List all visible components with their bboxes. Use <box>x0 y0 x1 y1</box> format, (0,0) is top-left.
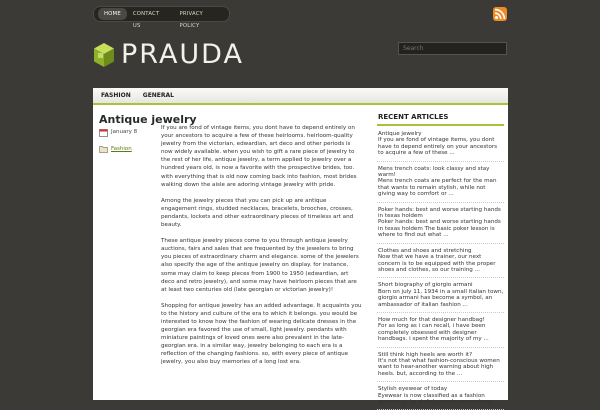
list-item <box>377 350 504 383</box>
post-date: January 8 <box>111 129 138 135</box>
post-content <box>161 124 363 375</box>
article-link[interactable]: Clothes and shoes and stretching Now that we have a trainer, our next concern is to be equipped with the proper shoes and clothes, so our training ... <box>378 247 496 273</box>
list-item <box>377 129 504 162</box>
post-paragraph: These antique jewelry pieces come to you through antique jewelry auctions, fairs and sales that are frequented by the jewelers to bring you pieces of extraordinary charm and elegance. some of the jewelers also specify the age of the antique jewelry on display. for instance, some may claim to keep pieces from 1900 to 1950 (edwardian, art deco and retro jewelry), and some may have heirloom pieces that are at least two centuries old (late georgian or victorian jewelry)! <box>161 238 359 293</box>
post-meta <box>99 127 157 161</box>
article-link[interactable]: Still think high heels are worth it? It's not that what fashion-conscious women want to hear-another warning about high heels. but, according to the ... <box>378 351 500 377</box>
post-paragraph: If you are fond of vintage items, you dont have to depend entirely on your ancestors to acquire a few of these heirlooms. heirloom-quality jewelry from the victorian, edwardian, art deco and other periods is now widely available. when you wish to gift a rare piece of jewelry to the rest of her life, antique jewelry, a term applied to jewelry over a hundred years old, is now a favorite with the prospective brides, too. with everything that is old now coming back into fashion, most brides walking down the aisle are adoring vintage jewelry with pride. <box>161 125 357 188</box>
recent-articles-title: RECENT ARTICLES <box>377 113 504 126</box>
post-paragraph: Among the jewelry pieces that you can pick up are antique engagement rings, studded necklaces, bracelets, brooches, crosses, pendants, lockets and other extraordinary pieces of timeless art and beauty. <box>161 197 354 229</box>
post-title[interactable]: Antique jewelry <box>99 113 197 126</box>
list-item <box>377 164 504 203</box>
site-logo[interactable] <box>93 39 244 70</box>
sidebar <box>373 107 508 405</box>
search-input[interactable] <box>398 42 507 55</box>
rss-icon[interactable] <box>493 7 507 21</box>
content-wrapper <box>93 88 508 405</box>
article-link[interactable]: Poker hands: best and worse starting hands in texas holdem Poker hands: best and worse starting hands in texas holdem The basic poker lesson is where to find out what ... <box>378 206 501 239</box>
list-item <box>377 315 504 348</box>
article-link[interactable]: Mens trench coats: look classy and stay warm! Mens trench coats are perfect for the man that wants to remain stylish, while not giving way to comfort or ... <box>378 165 497 198</box>
category-general[interactable]: GENERAL <box>142 92 174 99</box>
post-category-link[interactable]: Fashion <box>111 146 132 152</box>
post-paragraph: Shopping for antique jewelry has an added advantage. It acquaints you to the history and culture of the era to which it belongs. you would be interested to know how the fashion of wearing delicate dresses in the georgian era favored the use of small, light jewelry. pendants with miniature paintings of loved ones were also prevalent in the late-georgian era. in a similar way, jewelry belonging to each era is a reflection of the changing fashions. so, with every piece of antique jewelry, you also buy memories of a long lost era. <box>161 302 362 366</box>
calendar-icon <box>99 128 108 137</box>
nav-privacy-policy[interactable]: PRIVACY POLICY <box>179 11 203 29</box>
article-link[interactable]: Stylish eyewear of today Eyewear is now classified as a fashion accessory, by stylish people everywhere. <box>378 386 494 405</box>
article-link[interactable]: Antique jewelry If you are fond of vintage items, you dont have to depend entirely on your ancestors to acquire a few of these ... <box>378 131 498 157</box>
category-fashion[interactable]: FASHION <box>101 92 131 99</box>
list-item <box>377 384 504 410</box>
nav-contact-us[interactable]: CONTACT US <box>132 11 160 29</box>
list-item <box>377 246 504 279</box>
article-link[interactable]: How much for that designer handbag! For as long as i can recall, i have been completely obsessed with designer handbags. i spent the majority of my ... <box>378 316 489 343</box>
folder-icon <box>99 145 108 153</box>
article-link[interactable]: Short biography of giorgio armani Born on july 11, 1934 in a small italian town, giorgio armani has become a symbol, an ambassador of italian fashion ... <box>378 282 504 308</box>
list-item <box>377 205 504 244</box>
top-nav <box>93 6 230 29</box>
site-name: PRAUDA <box>121 39 244 70</box>
green-cube-icon <box>93 42 115 68</box>
nav-home[interactable]: HOME <box>98 8 127 20</box>
category-bar <box>93 88 508 105</box>
post <box>93 107 369 400</box>
recent-articles-list <box>377 129 504 410</box>
list-item <box>377 280 504 313</box>
